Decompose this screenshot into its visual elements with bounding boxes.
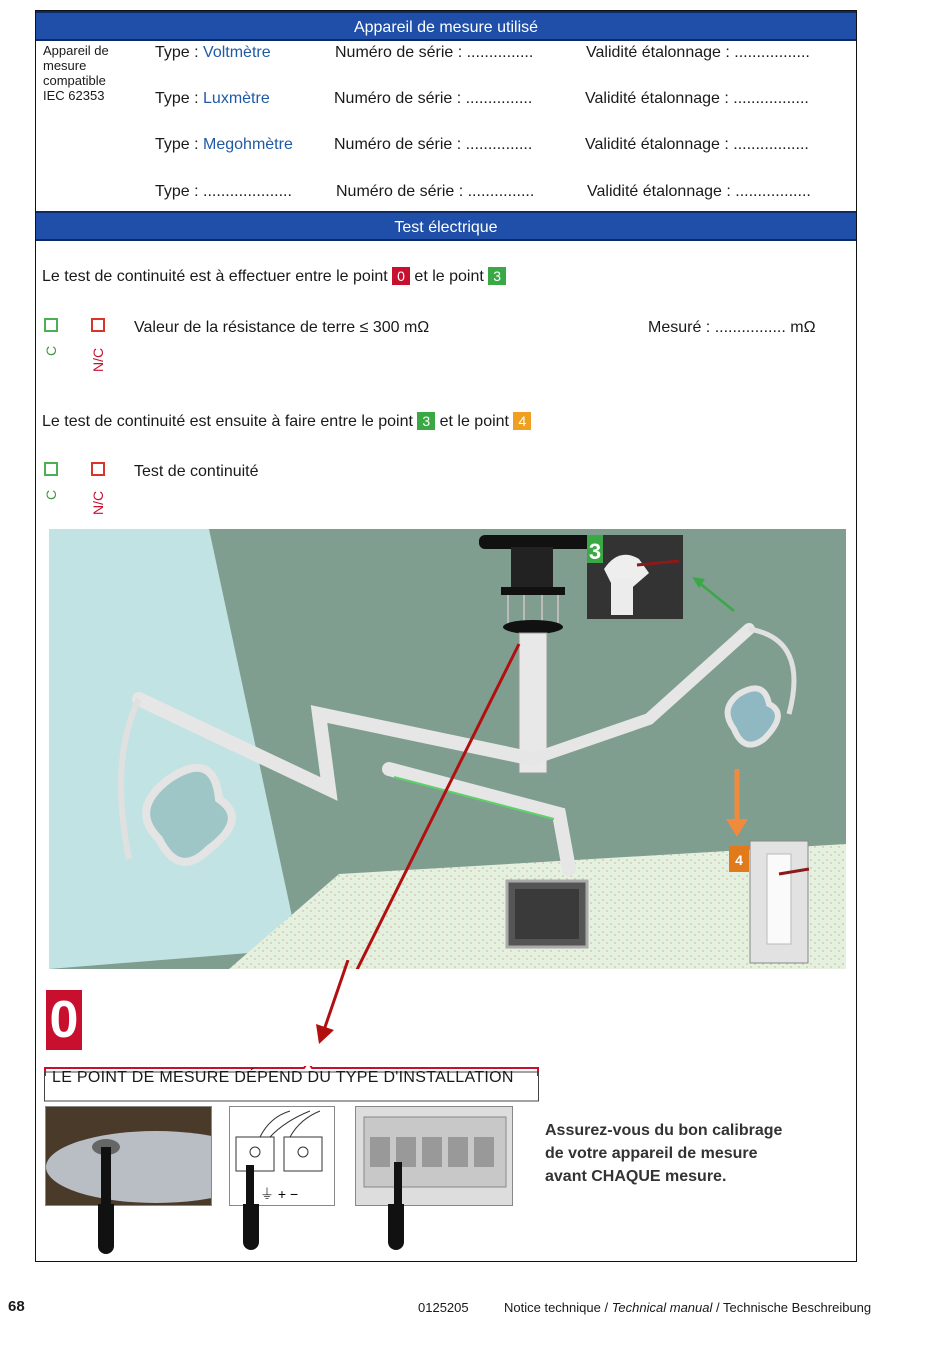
validity-field[interactable]: Validité étalonnage : ................. <box>586 44 810 61</box>
calibration-note: Assurez-vous du bon calibrage de votre appareil de mesure avant CHAQUE mesure. <box>545 1122 783 1185</box>
serial-field[interactable]: Numéro de série : ............... <box>336 183 535 200</box>
terminal-diagram <box>229 1106 335 1206</box>
section-header-electrical-test: Test électrique <box>36 211 856 241</box>
non-compliant-label: N/C <box>90 347 106 372</box>
measure-point-caption: LE POINT DE MESURE DÉPEND DU TYPE D'INSTALLATION <box>52 1069 514 1086</box>
serial-field[interactable]: Numéro de série : ............... <box>335 44 534 61</box>
probe-tip <box>388 1204 404 1250</box>
point-badge: 3 <box>417 412 435 430</box>
continuity-label: Test de continuité <box>134 463 259 480</box>
serial-field[interactable]: Numéro de série : ............... <box>334 90 533 107</box>
non-compliant-label: N/C <box>90 490 106 515</box>
point-badge: 4 <box>513 412 531 430</box>
resistance-label: Valeur de la résistance de terre ≤ 300 mΩ <box>134 319 430 336</box>
test1-instruction: Le test de continuité est à effectuer entre le point 0 et le point 3 <box>42 267 506 286</box>
ground-screw-photo <box>45 1106 212 1206</box>
type-field: Type : Luxmètre <box>155 90 270 107</box>
surgical-light-illustration <box>49 529 846 969</box>
compliant-checkbox[interactable] <box>44 462 58 476</box>
probe-tip <box>98 1204 114 1254</box>
compliant-checkbox[interactable] <box>44 318 58 332</box>
point-zero-badge: 0 <box>46 990 82 1050</box>
inset-3-label: 3 <box>588 539 602 564</box>
din-rail-photo <box>355 1106 513 1206</box>
compliant-label: C <box>43 489 59 500</box>
validity-field[interactable]: Validité étalonnage : ................. <box>587 183 811 200</box>
measured-field[interactable]: Mesuré : ................ mΩ <box>648 319 816 336</box>
test2-instruction: Le test de continuité est ensuite à faire entre le point 3 et le point 4 <box>42 412 531 431</box>
compatible-note: Appareil de mesure compatible IEC 62353 <box>43 43 109 103</box>
validity-field[interactable]: Validité étalonnage : ................. <box>585 90 809 107</box>
document-code: 0125205 <box>418 1300 469 1315</box>
svg-text:⏚ + −: ⏚ + − <box>260 1186 299 1202</box>
measure-arrow <box>300 960 360 1070</box>
compliant-label: C <box>43 345 59 356</box>
manual-title: Notice technique / Technical manual / Technische Beschreibung <box>504 1300 872 1315</box>
inset-4-label: 4 <box>735 852 743 868</box>
section-header-instruments: Appareil de mesure utilisé <box>36 11 856 41</box>
point-badge: 0 <box>392 267 410 285</box>
point-badge: 3 <box>488 267 506 285</box>
validity-field[interactable]: Validité étalonnage : ................. <box>585 136 809 153</box>
non-compliant-checkbox[interactable] <box>91 462 105 476</box>
serial-field[interactable]: Numéro de série : ............... <box>334 136 533 153</box>
probe-tip <box>243 1204 259 1250</box>
type-field: Type : Voltmètre <box>155 44 271 61</box>
page-number: 68 <box>8 1298 25 1315</box>
type-field[interactable]: Type : .................... <box>155 183 292 200</box>
type-field: Type : Megohmètre <box>155 136 293 153</box>
non-compliant-checkbox[interactable] <box>91 318 105 332</box>
